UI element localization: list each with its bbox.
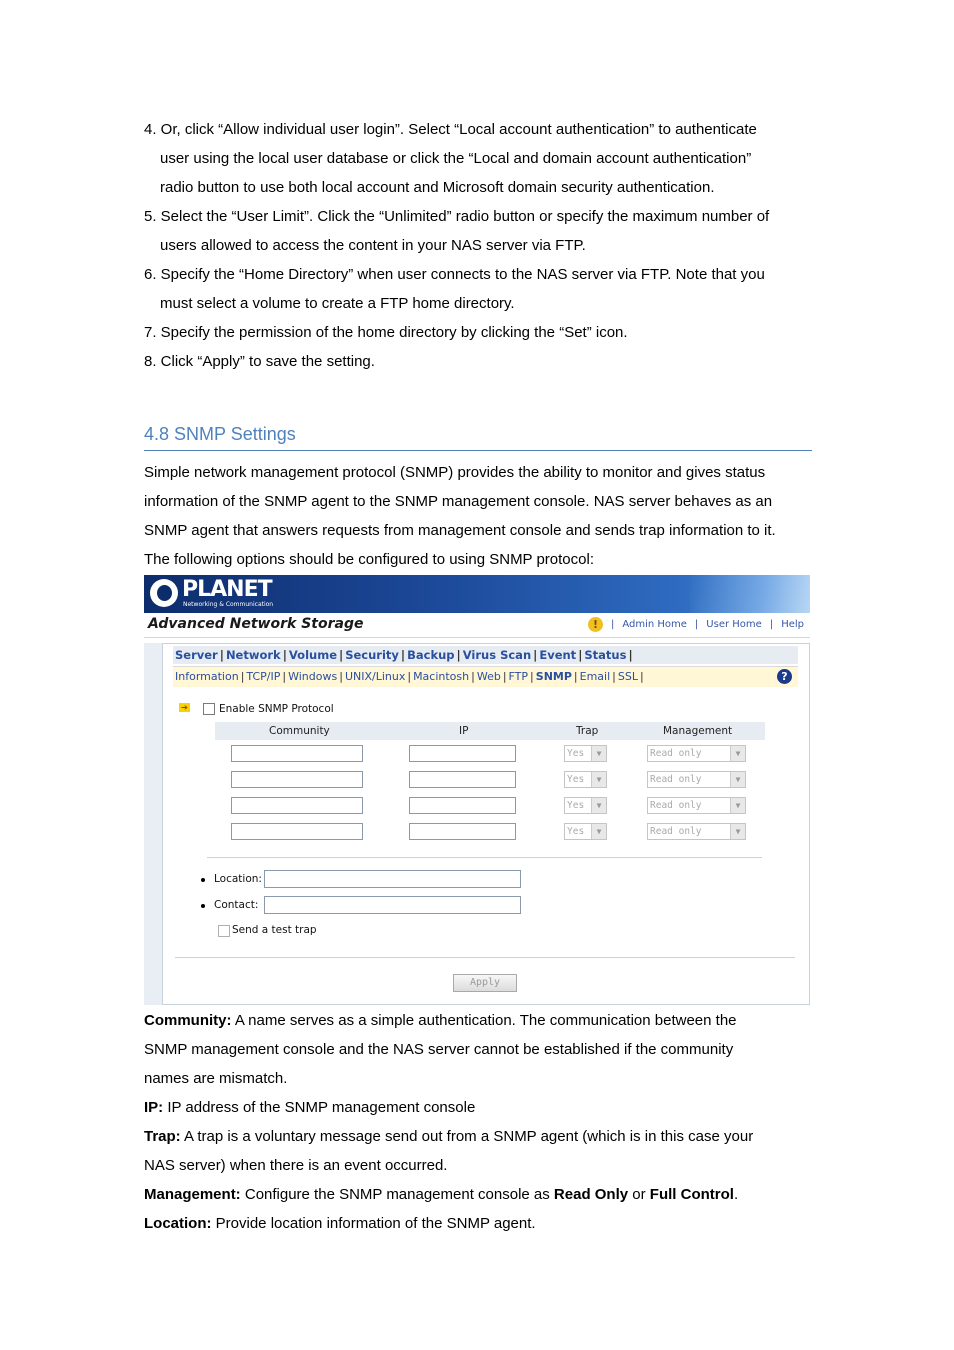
submenu-macintosh[interactable]: Macintosh [413, 670, 470, 683]
ip-input[interactable] [409, 797, 516, 814]
desc-location: Location: Provide location information of the SNMP agent. [144, 1215, 536, 1232]
trap-select[interactable]: Yes ▼ [564, 823, 607, 840]
chevron-down-icon: ▼ [591, 746, 606, 761]
step-4-line-2: user using the local user database or click the “Local and domain account authentication” [160, 150, 752, 167]
menu-network[interactable]: Network [225, 648, 281, 662]
management-select[interactable]: Read only ▼ [647, 745, 746, 762]
column-management: Management [663, 725, 733, 737]
menu-volume[interactable]: Volume [288, 648, 337, 662]
enable-snmp-label: Enable SNMP Protocol [219, 703, 334, 715]
submenu-tcpip[interactable]: TCP/IP [246, 670, 281, 683]
top-links [588, 617, 804, 632]
menu-event[interactable]: Event [539, 648, 577, 662]
management-select[interactable]: Read only ▼ [647, 823, 746, 840]
step-5-line-2: users allowed to access the content in your NAS server via FTP. [160, 237, 586, 254]
chevron-down-icon: ▼ [730, 824, 745, 839]
chevron-down-icon: ▼ [730, 772, 745, 787]
step-5: 5. Select the “User Limit”. Click the “Unlimited” radio button or specify the maximum number of [144, 208, 770, 225]
menu-server[interactable]: Server [175, 648, 218, 662]
submenu-information[interactable]: Information [175, 670, 239, 683]
intro-steps [144, 115, 824, 376]
separator: | [610, 619, 615, 630]
left-sidebar [144, 643, 162, 1005]
app-title: Advanced Network Storage [148, 616, 364, 632]
bullet [201, 904, 205, 908]
location-label: Location: [214, 873, 262, 885]
section-line-2: information of the SNMP agent to the SNMP management console. NAS server behaves as an [144, 493, 773, 510]
divider [175, 957, 795, 958]
step-6-line-2: must select a volume to create a FTP home directory. [160, 295, 515, 312]
main-menu: Server | Network | Volume | Security | Backup | Virus Scan | Event | Status | [173, 646, 798, 664]
warning-icon[interactable]: ! [588, 617, 603, 632]
column-ip: IP [459, 725, 469, 737]
chevron-down-icon: ▼ [591, 824, 606, 839]
section-line-3: SNMP agent that answers requests from management console and sends trap information to it. [144, 522, 776, 539]
step-4-line-3: radio button to use both local account and Microsoft domain security authentication. [160, 179, 715, 196]
section-line-4: The following options should be configured to using SNMP protocol: [144, 551, 594, 568]
column-community: Community [269, 725, 330, 737]
contact-label: Contact: [214, 899, 259, 911]
management-select[interactable]: Read only ▼ [647, 797, 746, 814]
trap-select[interactable]: Yes ▼ [564, 797, 607, 814]
submenu-unix-linux[interactable]: UNIX/Linux [344, 670, 406, 683]
chevron-down-icon: ▼ [730, 798, 745, 813]
planet-logo [150, 577, 275, 611]
submenu-ssl[interactable]: SSL [617, 670, 638, 683]
step-6: 6. Specify the “Home Directory” when user connects to the NAS server via FTP. Note that you [144, 266, 765, 283]
desc-trap: Trap: A trap is a voluntary message send out from a SNMP agent (which is in this case your [144, 1128, 754, 1145]
community-input[interactable] [231, 771, 363, 788]
chevron-down-icon: ▼ [591, 798, 606, 813]
step-7: 7. Specify the permission of the home directory by clicking the “Set” icon. [144, 324, 628, 341]
submenu-email[interactable]: Email [579, 670, 611, 683]
step-8: 8. Click “Apply” to save the setting. [144, 353, 375, 370]
arrow-icon: ➔ [179, 703, 190, 712]
desc-community: Community: A name serves as a simple authentication. The communication between the [144, 1012, 737, 1029]
field-descriptions [144, 1006, 824, 1238]
menu-virus-scan[interactable]: Virus Scan [462, 648, 532, 662]
ip-input[interactable] [409, 771, 516, 788]
apply-button[interactable]: Apply [453, 974, 517, 992]
bullet [201, 878, 205, 882]
ip-input[interactable] [409, 823, 516, 840]
chevron-down-icon: ▼ [591, 772, 606, 787]
desc-community-line-2: SNMP management console and the NAS server cannot be established if the community [144, 1041, 734, 1058]
title-bar [144, 613, 810, 638]
contact-input[interactable] [264, 896, 521, 914]
location-input[interactable] [264, 870, 521, 888]
desc-management: Management: Configure the SNMP management console as Read Only or Full Control. [144, 1186, 739, 1203]
desc-community-line-3: names are mismatch. [144, 1070, 288, 1087]
admin-home-link[interactable]: Admin Home [622, 619, 687, 630]
planet-logo-icon [150, 579, 178, 607]
snmp-settings-screenshot [144, 575, 810, 1005]
divider [207, 857, 762, 858]
desc-ip: IP: IP address of the SNMP management console [144, 1099, 476, 1116]
help-icon[interactable]: ? [777, 669, 792, 684]
send-test-trap-label: Send a test trap [232, 924, 317, 936]
send-test-trap-checkbox[interactable] [218, 925, 230, 937]
sub-menu: Information | TCP/IP | Windows | UNIX/Linux | Macintosh | Web | FTP | SNMP | Email | SSL | ? [173, 666, 798, 687]
community-input[interactable] [231, 745, 363, 762]
trap-select[interactable]: Yes ▼ [564, 745, 607, 762]
submenu-windows[interactable]: Windows [288, 670, 338, 683]
content-panel [162, 643, 810, 1005]
submenu-web[interactable]: Web [476, 670, 501, 683]
enable-snmp-checkbox[interactable] [203, 703, 215, 715]
community-input[interactable] [231, 823, 363, 840]
building-graphic [690, 575, 810, 613]
menu-status[interactable]: Status [584, 648, 627, 662]
submenu-snmp[interactable]: SNMP [535, 670, 572, 683]
user-home-link[interactable]: User Home [706, 619, 762, 630]
section-paragraph [144, 458, 824, 574]
step-4: 4. Or, click “Allow individual user login”. Select “Local account authentication” to authenticate [144, 121, 757, 138]
menu-security[interactable]: Security [345, 648, 399, 662]
desc-trap-line-2: NAS server) when there is an event occurred. [144, 1157, 448, 1174]
management-select[interactable]: Read only ▼ [647, 771, 746, 788]
trap-select[interactable]: Yes ▼ [564, 771, 607, 788]
column-trap: Trap [576, 725, 599, 737]
community-input[interactable] [231, 797, 363, 814]
help-link[interactable]: Help [781, 619, 804, 630]
separator: | [769, 619, 774, 630]
snmp-table-header [215, 722, 765, 740]
separator: | [694, 619, 699, 630]
logo-text: PLANET [182, 577, 272, 602]
ip-input[interactable] [409, 745, 516, 762]
logo-tagline: Networking & Communication [183, 601, 274, 608]
menu-backup[interactable]: Backup [407, 648, 455, 662]
header-banner [144, 575, 810, 613]
chevron-down-icon: ▼ [730, 746, 745, 761]
submenu-ftp[interactable]: FTP [508, 670, 529, 683]
section-line-1: Simple network management protocol (SNMP) provides the ability to monitor and gives status [144, 464, 766, 481]
section-heading: 4.8 SNMP Settings [144, 420, 812, 451]
